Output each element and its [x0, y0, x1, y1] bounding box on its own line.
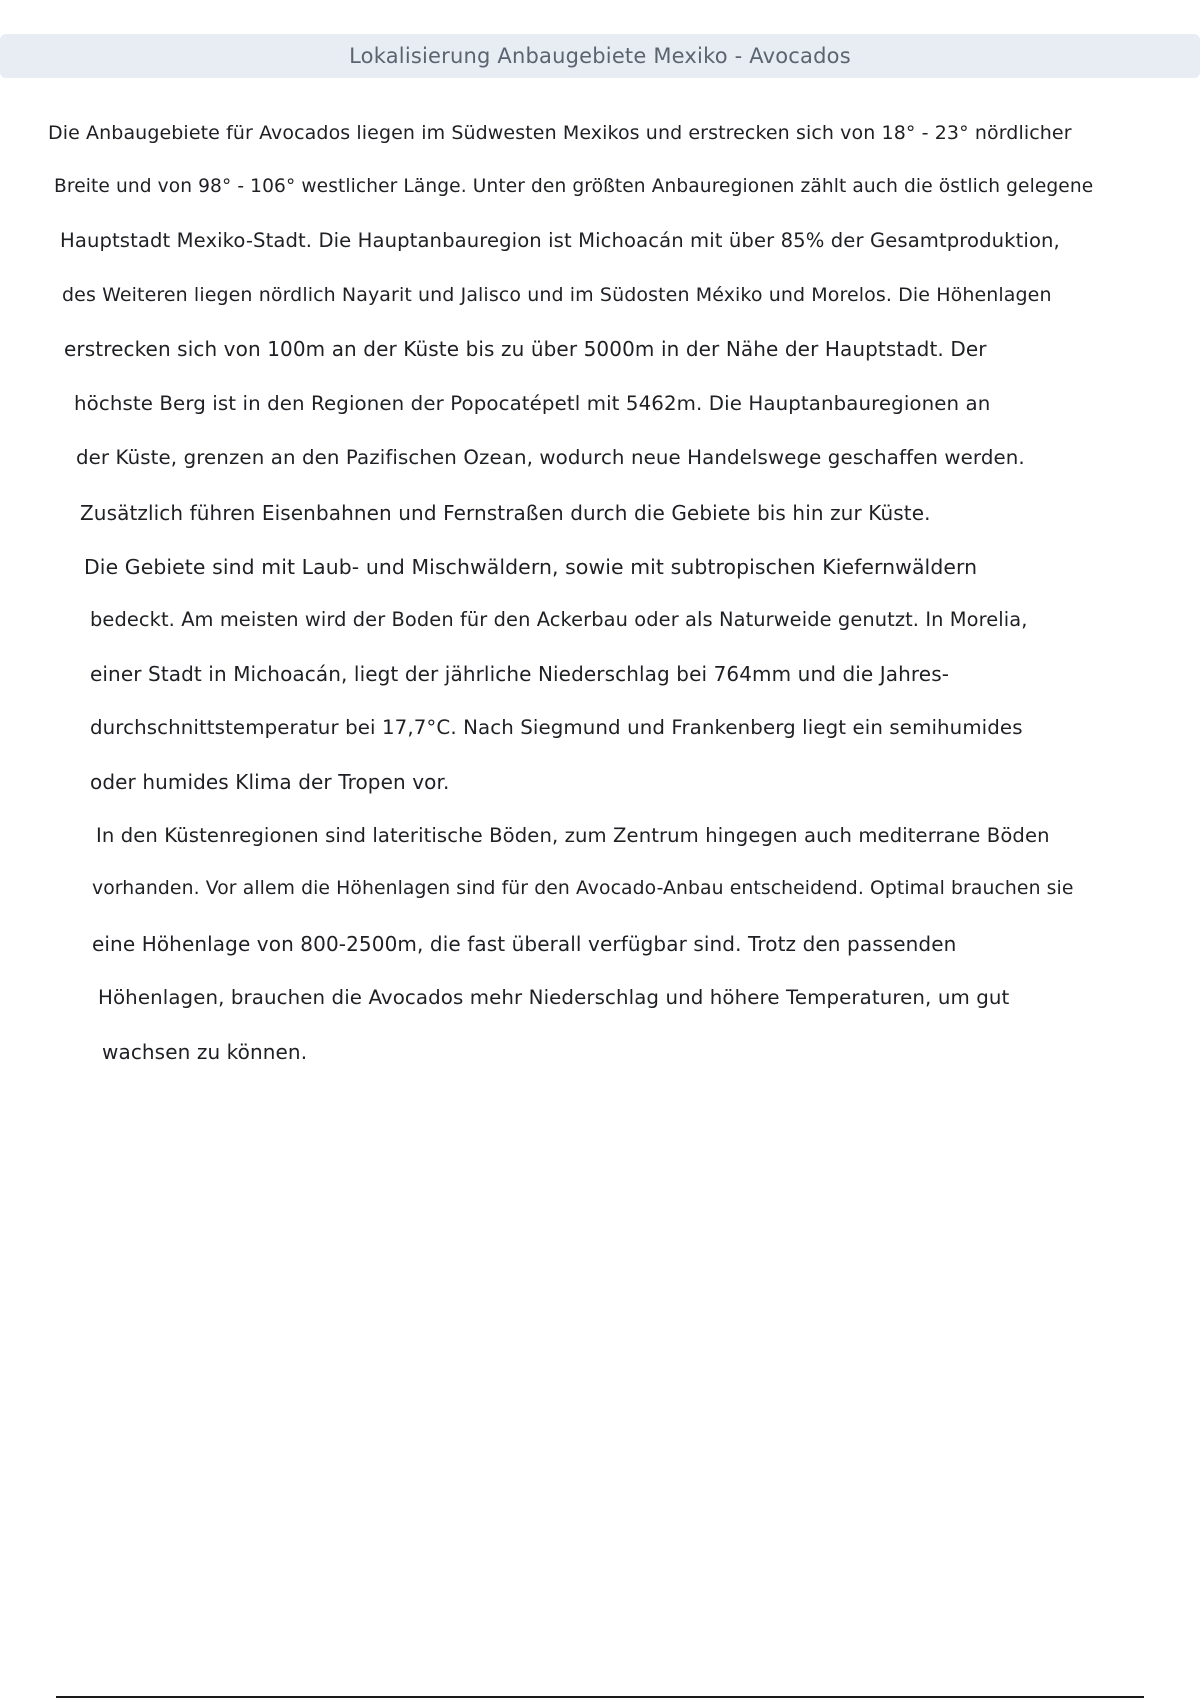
- text-line: Höhenlagen, brauchen die Avocados mehr Niederschlag und höhere Temperaturen, um gut: [98, 986, 1010, 1009]
- text-line: Zusätzlich führen Eisenbahnen und Fernstraßen durch die Gebiete bis hin zur Küste.: [80, 501, 931, 525]
- text-line: Die Gebiete sind mit Laub- und Mischwäldern, sowie mit subtropischen Kiefernwäldern: [84, 555, 978, 579]
- text-line: In den Küstenregionen sind lateritische Böden, zum Zentrum hingegen auch mediterrane Böden: [96, 824, 1050, 847]
- page-title: Lokalisierung Anbaugebiete Mexiko - Avocados: [349, 44, 851, 68]
- text-line: eine Höhenlage von 800-2500m, die fast überall verfügbar sind. Trotz den passenden: [92, 932, 957, 956]
- text-line: oder humides Klima der Tropen vor.: [90, 770, 450, 794]
- text-line: Die Anbaugebiete für Avocados liegen im Südwesten Mexikos und erstrecken sich von 18° - 23° nördlicher: [48, 122, 1072, 144]
- text-line: durchschnittstemperatur bei 17,7°C. Nach Siegmund und Frankenberg liegt ein semihumides: [90, 716, 1023, 739]
- text-line: Hauptstadt Mexiko-Stadt. Die Hauptanbauregion ist Michoacán mit über 85% der Gesamtproduktion,: [60, 229, 1060, 252]
- text-line: des Weiteren liegen nördlich Nayarit und Jalisco und im Südosten Méxiko und Morelos. Die Höhenlagen: [62, 284, 1052, 306]
- title-bar: [0, 34, 1200, 78]
- text-line: einer Stadt in Michoacán, liegt der jährliche Niederschlag bei 764mm und die Jahres-: [90, 662, 950, 686]
- text-line: vorhanden. Vor allem die Höhenlagen sind für den Avocado-Anbau entscheidend. Optimal brauchen sie: [92, 878, 1074, 899]
- bottom-divider: [56, 1696, 1144, 1698]
- text-line: bedeckt. Am meisten wird der Boden für den Ackerbau oder als Naturweide genutzt. In Morelia,: [90, 608, 1028, 631]
- text-line: wachsen zu können.: [102, 1040, 308, 1064]
- text-line: höchste Berg ist in den Regionen der Popocatépetl mit 5462m. Die Hauptanbauregionen an: [74, 392, 991, 415]
- text-line: Breite und von 98° - 106° westlicher Länge. Unter den größten Anbauregionen zählt auch die östlich gelegene: [54, 176, 1094, 197]
- text-line: der Küste, grenzen an den Pazifischen Ozean, wodurch neue Handelswege geschaffen werden.: [76, 446, 1025, 469]
- text-line: erstrecken sich von 100m an der Küste bis zu über 5000m in der Nähe der Hauptstadt. Der: [64, 337, 987, 361]
